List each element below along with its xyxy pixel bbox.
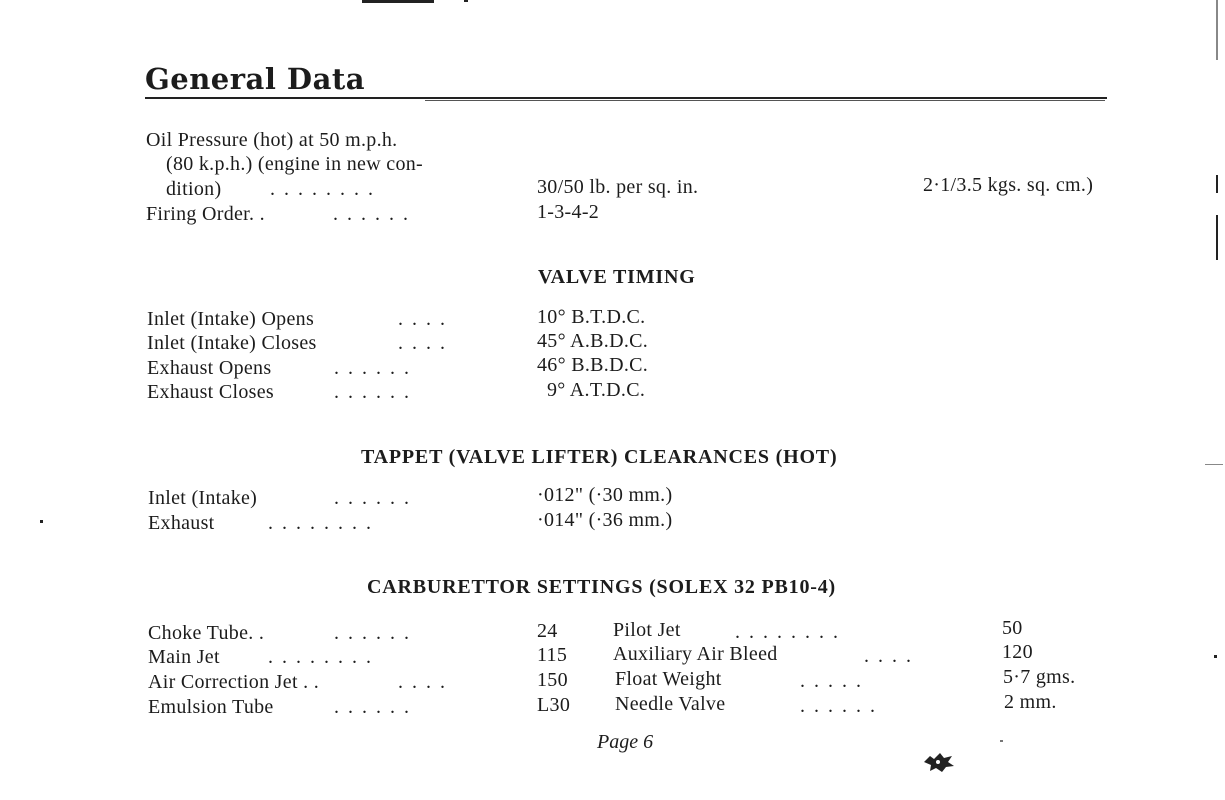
oil-pressure-value: 30/50 lb. per sq. in. bbox=[537, 176, 699, 198]
carb-right-value: 5·7 gms. bbox=[1003, 666, 1076, 688]
oil-pressure-leader-dots: . . . . . . . . bbox=[270, 178, 375, 200]
ink-smudge-icon bbox=[920, 750, 956, 774]
page-number: Page 6 bbox=[597, 731, 654, 753]
tappet-value: ·014" (·36 mm.) bbox=[537, 509, 673, 531]
carb-left-leader-dots: . . . . . . bbox=[334, 622, 411, 644]
carb-right-value: 120 bbox=[1002, 641, 1033, 663]
valve-timing-label: Exhaust Opens bbox=[147, 357, 272, 379]
scan-dot-right bbox=[1214, 655, 1217, 658]
carb-right-leader-dots: . . . . . bbox=[800, 670, 863, 692]
carb-left-label: Air Correction Jet . . bbox=[148, 671, 320, 693]
scan-dot-bottom bbox=[1000, 740, 1003, 742]
tappet-label: Inlet (Intake) bbox=[148, 487, 258, 509]
valve-timing-value: 10° B.T.D.C. bbox=[537, 306, 646, 328]
title-rule bbox=[145, 97, 1107, 99]
carb-left-label: Choke Tube. . bbox=[148, 622, 265, 644]
scan-dot-left bbox=[40, 520, 43, 523]
carb-left-value: L30 bbox=[537, 694, 571, 716]
carb-left-label: Main Jet bbox=[148, 646, 220, 668]
oil-pressure-label-line2: (80 k.p.h.) (engine in new con- bbox=[166, 153, 424, 175]
carb-right-label: Needle Valve bbox=[615, 693, 726, 715]
tappet-heading: TAPPET (VALVE LIFTER) CLEARANCES (HOT) bbox=[361, 446, 838, 468]
scan-artifact-top bbox=[362, 0, 434, 3]
oil-pressure-metric-value: 2·1/3.5 kgs. sq. cm.) bbox=[923, 174, 1094, 196]
title-rule-shadow bbox=[425, 100, 1105, 101]
oil-pressure-label-line1: Oil Pressure (hot) at 50 m.p.h. bbox=[146, 129, 398, 151]
carb-right-label: Auxiliary Air Bleed bbox=[613, 643, 778, 665]
carb-left-value: 115 bbox=[537, 644, 568, 666]
valve-timing-value: 46° B.B.D.C. bbox=[537, 354, 649, 376]
valve-timing-value: 45° A.B.D.C. bbox=[537, 330, 649, 352]
tappet-leader-dots: . . . . . . . . bbox=[268, 512, 373, 534]
carb-left-leader-dots: . . . . . . . . bbox=[268, 646, 373, 668]
valve-timing-label: Exhaust Closes bbox=[147, 381, 274, 403]
valve-timing-leader-dots: . . . . . . bbox=[334, 357, 411, 379]
page-title: General Data bbox=[145, 62, 366, 96]
carb-right-leader-dots: . . . . bbox=[864, 645, 913, 667]
scan-edge-mark-2 bbox=[1216, 215, 1218, 260]
carb-right-label: Float Weight bbox=[615, 668, 722, 690]
carb-right-label: Pilot Jet bbox=[613, 619, 681, 641]
valve-timing-value: 9° A.T.D.C. bbox=[547, 379, 646, 401]
carb-left-leader-dots: . . . . . . bbox=[334, 696, 411, 718]
tappet-value: ·012" (·30 mm.) bbox=[537, 484, 673, 506]
tappet-label: Exhaust bbox=[148, 512, 215, 534]
valve-timing-heading: VALVE TIMING bbox=[538, 266, 696, 288]
firing-order-label: Firing Order. . bbox=[146, 203, 265, 225]
carb-left-value: 150 bbox=[537, 669, 568, 691]
valve-timing-leader-dots: . . . . . . bbox=[334, 381, 411, 403]
scan-artifact-top-dot bbox=[464, 0, 468, 2]
carb-left-label: Emulsion Tube bbox=[148, 696, 274, 718]
valve-timing-leader-dots: . . . . bbox=[398, 308, 447, 330]
valve-timing-leader-dots: . . . . bbox=[398, 332, 447, 354]
carb-left-leader-dots: . . . . bbox=[398, 671, 447, 693]
scan-dash-right bbox=[1205, 464, 1223, 465]
carb-right-value: 50 bbox=[1002, 617, 1023, 639]
oil-pressure-label-line3: dition) bbox=[166, 178, 222, 200]
carb-right-leader-dots: . . . . . . bbox=[800, 695, 877, 717]
carb-right-leader-dots: . . . . . . . . bbox=[735, 621, 840, 643]
carb-right-value: 2 mm. bbox=[1004, 691, 1057, 713]
tappet-leader-dots: . . . . . . bbox=[334, 487, 411, 509]
valve-timing-label: Inlet (Intake) Closes bbox=[147, 332, 317, 354]
firing-order-value: 1-3-4-2 bbox=[537, 201, 600, 223]
firing-order-leader-dots: . . . . . . bbox=[333, 203, 410, 225]
scan-edge-line bbox=[1216, 0, 1218, 60]
scan-edge-mark-1 bbox=[1216, 175, 1218, 193]
carb-left-value: 24 bbox=[537, 620, 558, 642]
valve-timing-label: Inlet (Intake) Opens bbox=[147, 308, 315, 330]
carburettor-heading: CARBURETTOR SETTINGS (SOLEX 32 PB10-4) bbox=[367, 576, 837, 598]
